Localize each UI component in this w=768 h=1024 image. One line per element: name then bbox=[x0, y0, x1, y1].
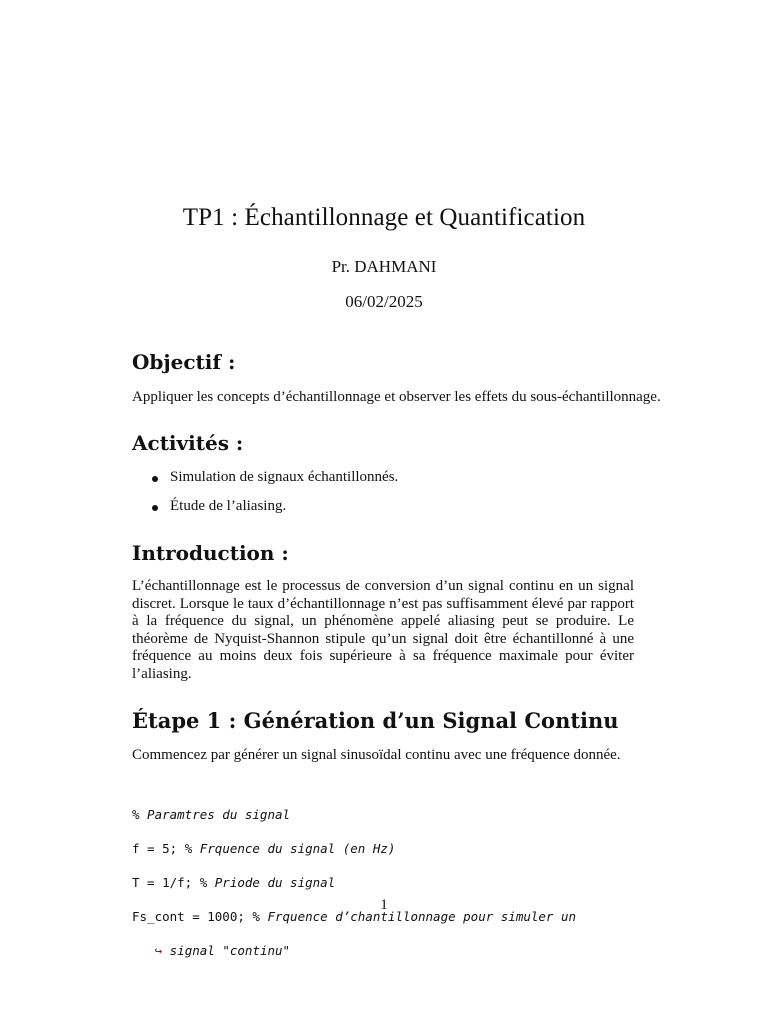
code-line bbox=[132, 840, 652, 857]
code-block bbox=[132, 789, 652, 976]
code-statement: T = 1/f; bbox=[132, 875, 200, 890]
introduction-text: L’échantillonnage est le processus de conversion d’un signal continu en un signal discret. Lorsque le taux d’échantillonnage n’est pas suffisamment élevé par rapport à la fréquence du signal, un phénomène appelé aliasing peut se produire. Le théorème de Nyquist-Shannon stipule qu’un signal doit être échantillonné à une fréquence au moins deux fois supérieure à sa fréquence maximale pour éviter l’aliasing. bbox=[132, 578, 634, 682]
code-comment: % Frquence d’chantillonnage pour simuler un bbox=[252, 909, 577, 924]
bullet-icon bbox=[152, 505, 158, 511]
code-statement: Fs_cont = 1000; bbox=[132, 909, 253, 924]
code-statement: f = 5; bbox=[132, 841, 185, 856]
section-heading-activites: Activités : bbox=[132, 431, 244, 455]
code-comment: % Frquence du signal (en Hz) bbox=[184, 841, 396, 856]
activity-item-text: Étude de l’aliasing. bbox=[170, 498, 287, 514]
document-date: 06/02/2025 bbox=[345, 292, 423, 311]
code-comment: signal "continu" bbox=[169, 943, 291, 958]
code-line bbox=[132, 874, 652, 891]
code-line bbox=[132, 806, 652, 823]
line-continuation-icon: ↪ bbox=[154, 943, 163, 958]
objectif-text: Appliquer les concepts d’échantillonnage et observer les effets du sous-échantillonnage. bbox=[132, 389, 661, 405]
page-number: 1 bbox=[380, 897, 388, 913]
activity-item-text: Simulation de signaux échantillonnés. bbox=[170, 469, 399, 485]
code-comment: % Priode du signal bbox=[199, 875, 336, 890]
code-line bbox=[132, 942, 652, 959]
section-heading-objectif: Objectif : bbox=[132, 350, 236, 374]
etape1-text: Commencez par générer un signal sinusoïdal continu avec une fréquence donnée. bbox=[132, 747, 621, 763]
document-title: TP1 : Échantillonnage et Quantification bbox=[182, 204, 586, 231]
section-heading-etape1: Étape 1 : Génération d’un Signal Continu bbox=[132, 708, 619, 733]
section-heading-introduction: Introduction : bbox=[132, 541, 289, 565]
bullet-icon bbox=[152, 476, 158, 482]
document-author: Pr. DAHMANI bbox=[331, 257, 437, 276]
code-comment: % Paramtres du signal bbox=[132, 807, 291, 822]
